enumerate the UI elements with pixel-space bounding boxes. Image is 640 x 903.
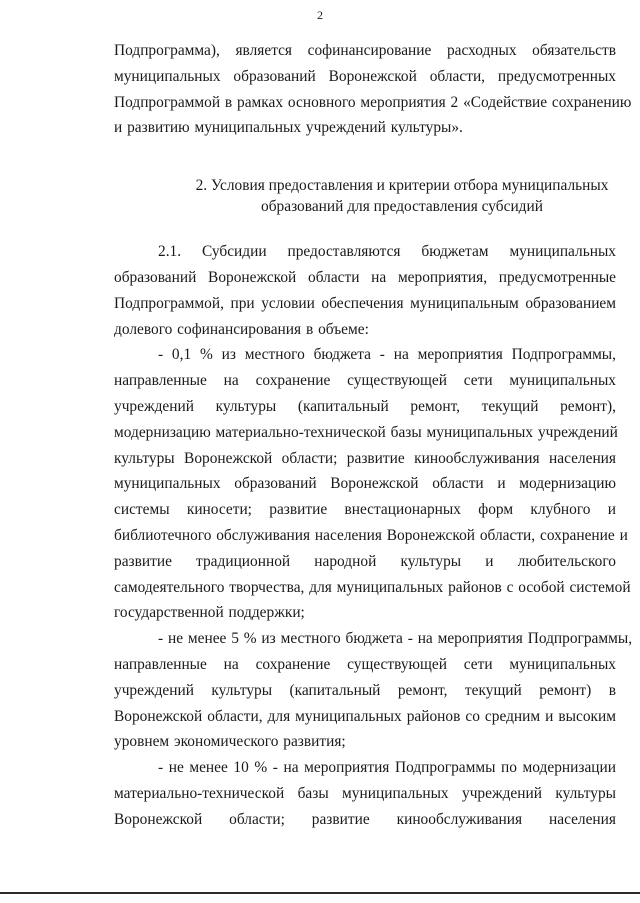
text-line: Воронежской области; развитие кинообслуживания населения bbox=[114, 810, 616, 828]
text-line: Воронежской области, для муниципальных районов со средним и высоким bbox=[114, 707, 616, 725]
text-line: уровнем экономического развития; bbox=[114, 733, 346, 751]
text-line: муниципальных образований Воронежской области и модернизацию bbox=[114, 475, 616, 493]
heading-line: 2. Условия предоставления и критерии отбора муниципальных bbox=[195, 177, 609, 195]
text-line: государственной поддержки; bbox=[114, 604, 305, 622]
text-line: развитие традиционной народной культуры и любительского bbox=[114, 552, 616, 570]
list-item-1 bbox=[114, 342, 631, 626]
text-line: образований Воронежской области на мероприятия, предусмотренные bbox=[114, 268, 616, 286]
text-line: самодеятельного творчества, для муниципальных районов с особой системой bbox=[114, 578, 631, 596]
text-line: Подпрограммой в рамках основного мероприятия 2 «Содействие сохранению bbox=[114, 93, 632, 111]
text-line: долевого софинансирования в объеме: bbox=[114, 320, 369, 338]
section-heading bbox=[114, 175, 616, 217]
list-item-3 bbox=[114, 755, 616, 832]
text-line: системы киносети; развитие внестационарных форм клубного и bbox=[114, 501, 616, 519]
intro-paragraph bbox=[114, 38, 632, 141]
text-line: 2.1. Субсидии предоставляются бюджетам муниципальных bbox=[158, 243, 616, 261]
text-line: - 0,1 % из местного бюджета - на мероприятия Подпрограммы, bbox=[158, 346, 616, 364]
bottom-border-line bbox=[0, 892, 640, 894]
text-line: и развитию муниципальных учреждений культуры». bbox=[114, 119, 463, 137]
text-line: - не менее 10 % - на мероприятия Подпрограммы по модернизации bbox=[158, 759, 616, 777]
text-line: направленные на сохранение существующей сети муниципальных bbox=[114, 655, 616, 673]
text-line: учреждений культуры (капитальный ремонт, текущий ремонт) в bbox=[114, 681, 616, 699]
text-line: Подпрограмма), является софинансирование расходных обязательств bbox=[114, 42, 616, 59]
text-line: Подпрограммой, при условии обеспечения муниципальным образованием bbox=[114, 294, 616, 312]
text-line: модернизацию материально-технической базы муниципальных учреждений bbox=[114, 423, 618, 441]
text-line: направленные на сохранение существующей сети муниципальных bbox=[114, 372, 616, 390]
text-line: библиотечного обслуживания населения Воронежской области, сохранение и bbox=[114, 526, 628, 544]
paragraph-2-1 bbox=[114, 239, 616, 342]
text-line: учреждений культуры (капитальный ремонт, текущий ремонт), bbox=[114, 397, 616, 415]
page-number: 2 bbox=[317, 8, 323, 22]
document-body bbox=[114, 38, 633, 833]
text-line: материально-технической базы муниципальных учреждений культуры bbox=[114, 784, 616, 802]
text-line: - не менее 5 % из местного бюджета - на мероприятия Подпрограммы, bbox=[158, 630, 633, 648]
list-item-2 bbox=[114, 626, 633, 755]
heading-line: образований для предоставления субсидий bbox=[261, 198, 543, 216]
text-line: муниципальных образований Воронежской области, предусмотренных bbox=[114, 67, 616, 85]
text-line: культуры Воронежской области; развитие кинообслуживания населения bbox=[114, 449, 616, 467]
